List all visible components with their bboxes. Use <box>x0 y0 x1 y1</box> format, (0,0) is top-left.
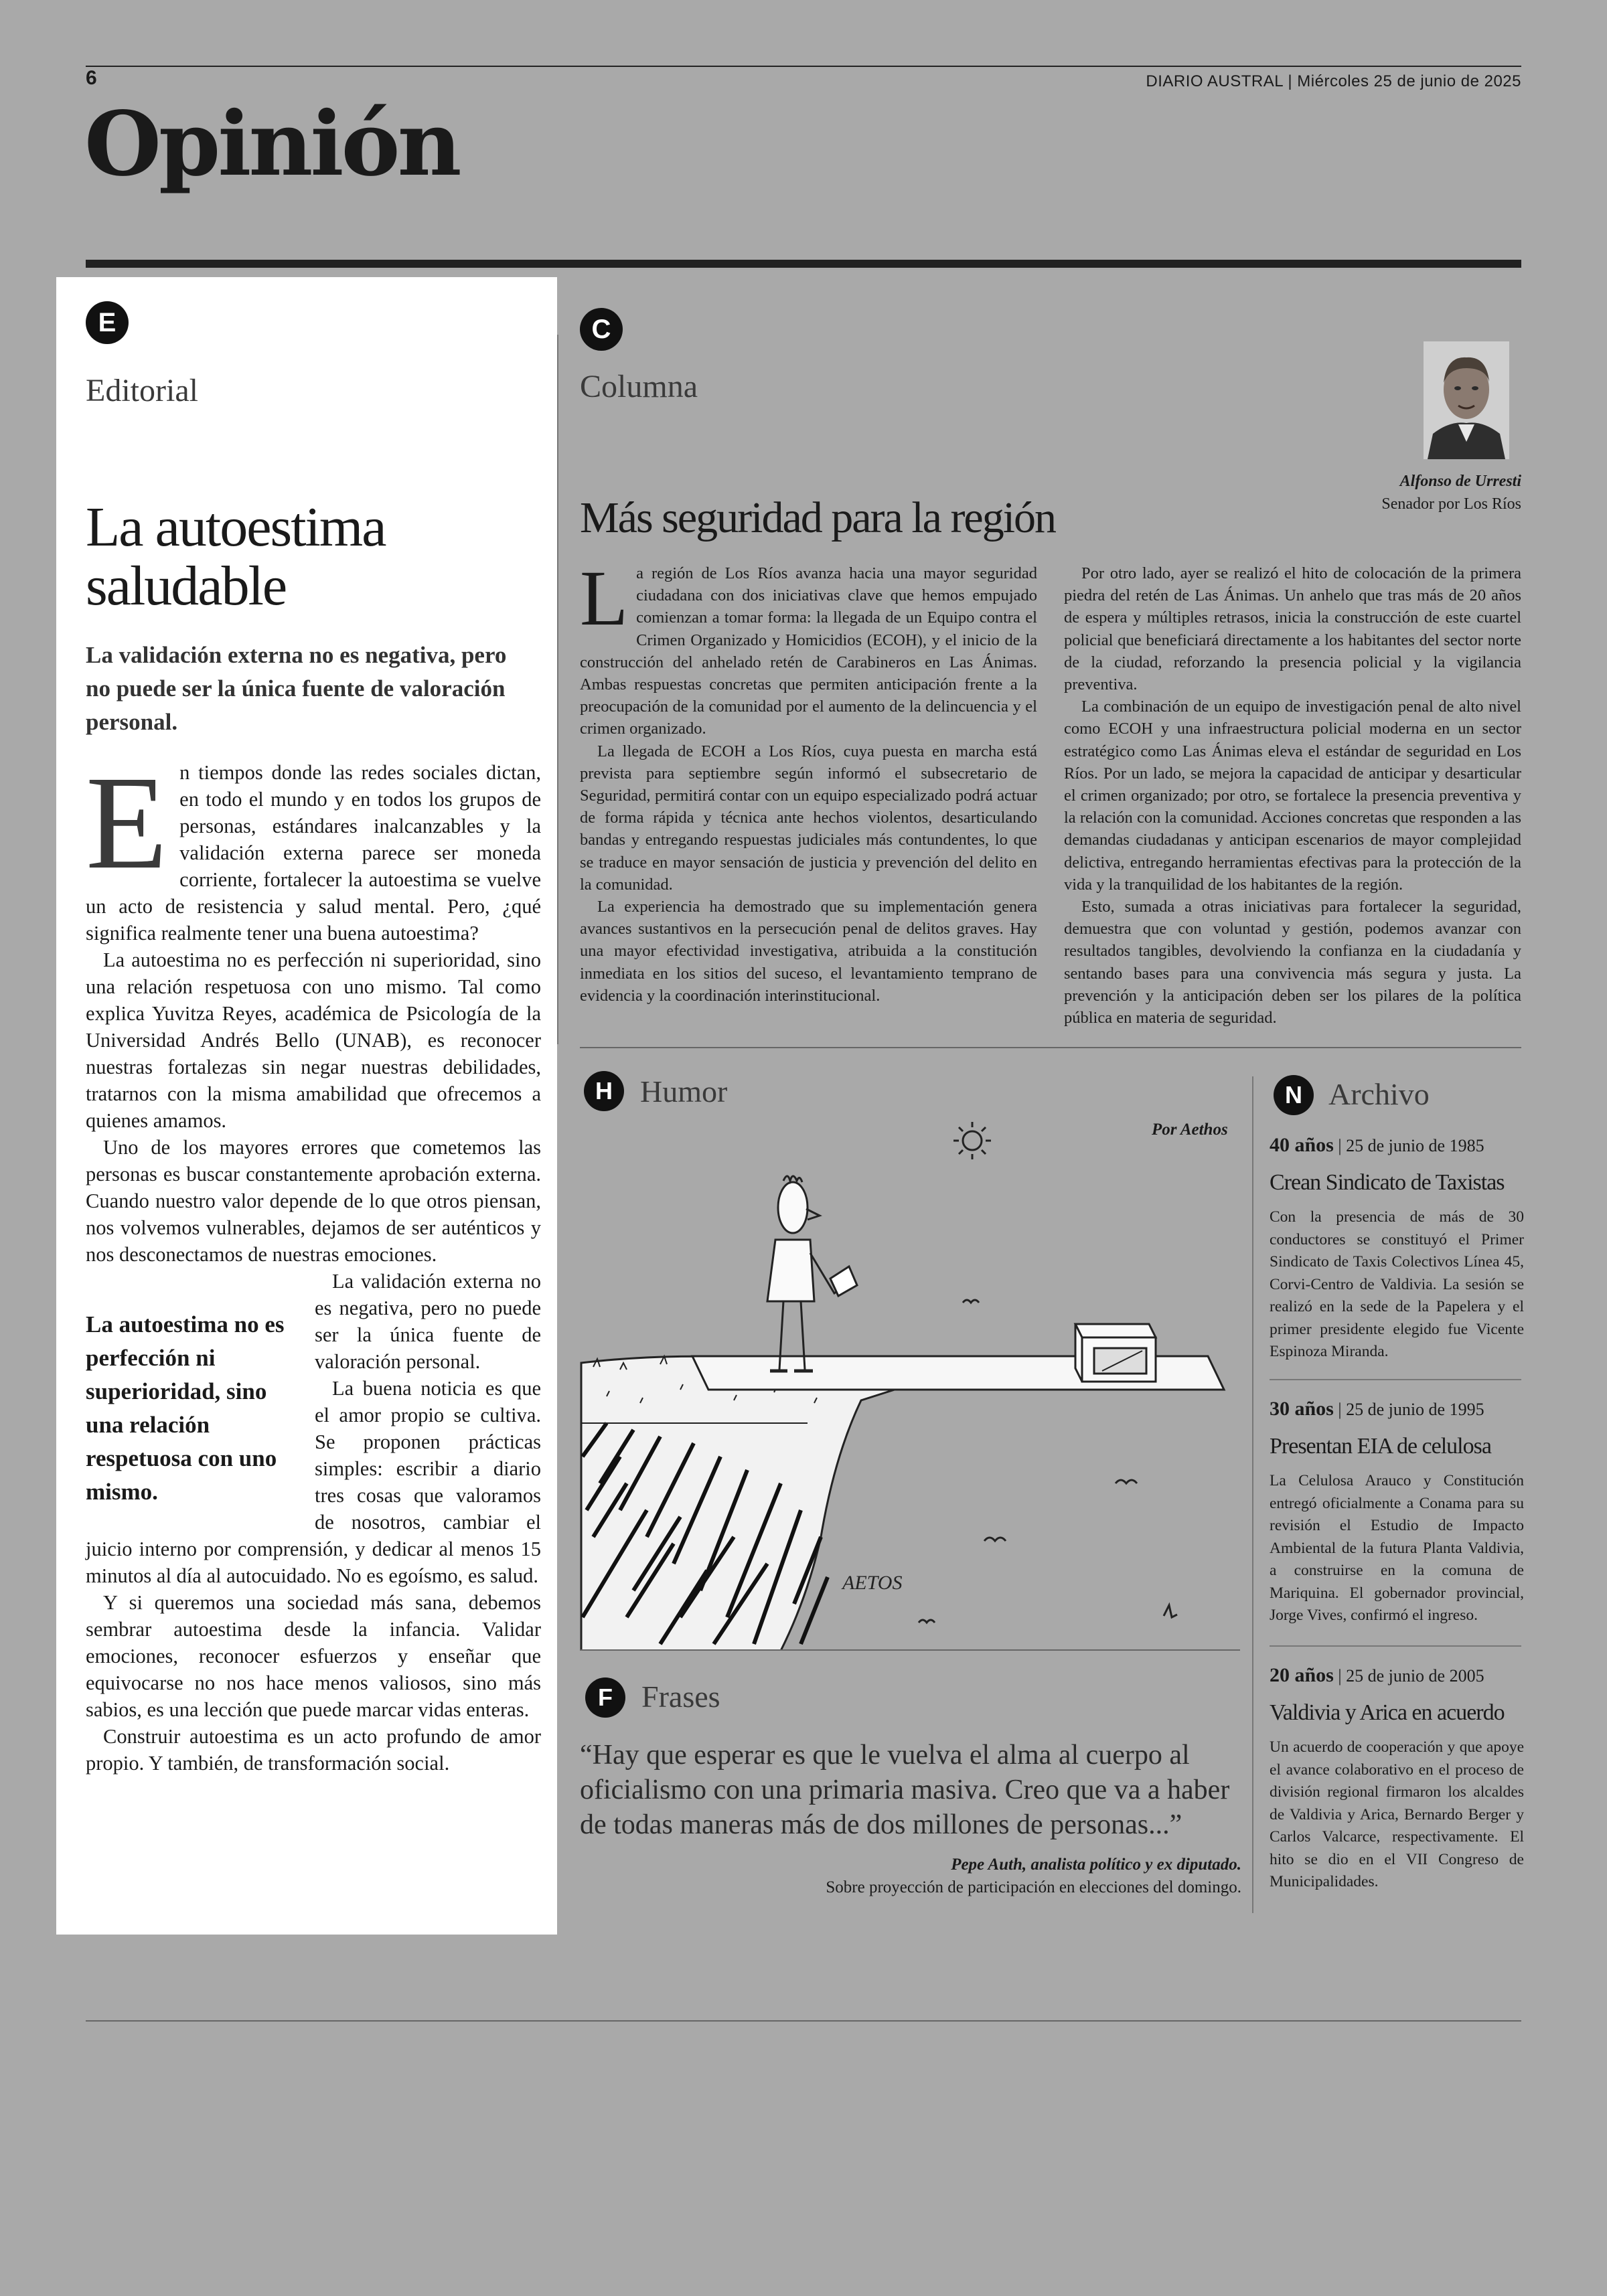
archivo-headline: Presentan EIA de celulosa <box>1270 1434 1491 1459</box>
column-body <box>580 554 1521 1031</box>
archivo-item <box>1270 1134 1524 1364</box>
editorial-lead: La validación externa no es negativa, pero no puede ser la única fuente de valoración personal. <box>86 642 507 735</box>
masthead: DIARIO AUSTRAL | Miércoles 25 de junio de 2025 <box>1146 72 1521 90</box>
archivo-text: La Celulosa Arauco y Constitución entregó oficialmente a Conama para su revisión el Estudio de Impacto Ambiental de la futura Planta Valdivia, a construirse en la comuna de Mariquina. El gobernador provincial, Jorge Vives, confirmó el ingreso. <box>1270 1472 1524 1624</box>
column-paragraph: La experiencia ha demostrado que su implementación genera avances sustantivos en la persecución penal de delitos graves. Hay una mayor efectividad investigativa, atribuida a la constitución inmediata en los sitios del suceso, el levantamiento temprano de evidencia y la coordinación interinstitucional. <box>580 898 1037 1005</box>
editorial-paragraph: n tiempos donde las redes sociales dictan, en todo el mundo y en todos los grupos de personas, estándares inalcanzables y la validación externa parece ser moneda corriente, fortalecer la autoestima se vuelve un acto de resistencia y salud mental. Pero, ¿qué significa realmente tener una buena autoestima? <box>86 761 541 945</box>
archivo-years: 30 años <box>1270 1398 1334 1420</box>
archivo-years: 40 años <box>1270 1134 1334 1156</box>
column-paragraph: La llegada de ECOH a Los Ríos, cuya puesta en marcha está prevista para septiembre según informó el subsecretario de Seguridad, permitirá contar con un equipo especializado podrá actuar de forma rápida y técnica ante hechos violentos, desarticulando bandas y entregando respuestas judiciales más contundentes, lo que se traduce en mayor sensación de justicia y prevención del delito en la comunidad. <box>580 742 1037 894</box>
editorial-badge: E <box>86 301 129 344</box>
editorial-paragraph: Y si queremos una sociedad más sana, debemos sembrar autoestima desde la infancia. Validar emociones, reconocer esfuerzos y enseñar que equivocarse no nos hace menos valiosos, sino más sabios, es una lección que puede marcar vidas enteras. <box>86 1591 541 1721</box>
editorial-title: La autoestima saludable <box>86 496 386 617</box>
archivo-badge: N <box>1274 1075 1314 1115</box>
editorial-paragraph: Uno de los mayores errores que cometemos las personas es buscar constantemente aprobación externa. Cuando nuestro valor depende de lo que otros piensan, nos volvemos vulnerables, dejamos de ser auténticos y nos desconectamos de nuestras emociones. <box>86 1136 541 1266</box>
archivo-date: | 25 de junio de 2005 <box>1338 1666 1484 1686</box>
frases-label: Frases <box>641 1679 720 1714</box>
editorial-paragraph: Construir autoestima es un acto profundo de amor propio. Y también, de transformación social. <box>86 1725 541 1775</box>
pullquote: La autoestima no es perfección ni superioridad, sino una relación respetuosa con uno mismo. <box>86 1311 285 1505</box>
archivo-text: Con la presencia de más de 30 conductores se constituyó el Primer Sindicato de Taxis Colectivos Línea 45, Corvi-Centro de Valdivia. La sesión se realizó en la sede de la Papelera y el primer presidente elegido fue Vicente Espinoza Miranda. <box>1270 1208 1524 1360</box>
archivo-label: Archivo <box>1328 1077 1430 1111</box>
column-label: Columna <box>580 369 698 404</box>
column-dropcap: L <box>580 554 629 642</box>
archivo-headline: Crean Sindicato de Taxistas <box>1270 1170 1505 1195</box>
frase-quote: “Hay que esperar es que le vuelva el alma al cuerpo al oficialismo con una primaria masiva. Creo que va a haber de todas maneras más de dos millones de personas...” <box>580 1740 1230 1840</box>
column-paragraph: a región de Los Ríos avanza hacia una mayor seguridad ciudadana con dos iniciativas clave que hemos empujado comienzan a tomar forma: la llegada de un Equipo contra el Crimen Organizado y Homicidios (ECOH), y el inicio de la construcción del anhelado retén de Carabineros en Las Ánimas. Ambas respuestas concretas que permiten anticipación frente a la preocupación de la comunidad por el aumento de la delincuencia y el crimen organizado. <box>580 564 1037 738</box>
page-number: 6 <box>86 67 97 89</box>
cartoon-signature: AETOS <box>842 1572 903 1594</box>
page-title: Opinión <box>84 92 459 196</box>
column-divider <box>557 335 558 1044</box>
frase-context: Sobre proyección de participación en elecciones del domingo. <box>826 1878 1241 1896</box>
editorial-paragraph: La autoestima no es perfección ni superioridad, sino una relación respetuosa con uno mismo. Tal como explica Yuvitza Reyes, académica de Psicología de la Universidad Andrés Bello (UNAB), es reconocer nuestras fortalezas sin negar nuestras debilidades, tratarnos con la misma amabilidad que ofrecemos a quienes amamos. <box>86 949 541 1132</box>
archivo-divider <box>1252 1076 1253 1913</box>
frase-attribution: Pepe Auth, analista político y ex diputado. <box>951 1856 1241 1874</box>
archivo-headline: Valdivia y Arica en acuerdo <box>1270 1700 1505 1725</box>
editorial-paragraph: La buena noticia es que el amor propio se cultiva. Se proponen prácticas simples: escribir a diario tres cosas que valoramos de nosotros, cambiar el juicio interno por comprensión, y dedicar al menos 15 minutos al día al autocuidado. No es egoísmo, es salud. <box>86 1377 541 1587</box>
humor-label: Humor <box>640 1074 728 1109</box>
frases-badge: F <box>585 1677 625 1718</box>
column-paragraph: La combinación de un equipo de investigación penal de alto nivel como ECOH y una infraestructura policial moderna en un sector estratégico como Las Ánimas eleva el estándar de seguridad en Los Ríos. Por un lado, se mejora la capacidad de anticipar y desarticular el crimen organizado; por otro, se fortalece la presencia preventiva y la relación con la comunidad. Acciones concretas que responden a las demandas ciudadanas y anticipan escenarios de mayor complejidad delictiva, entregando herramientas efectivas para la protección de la vida y la tranquilidad de los habitantes de la región. <box>1064 698 1521 894</box>
column-title: Más seguridad para la región <box>580 493 1056 542</box>
author-role: Senador por Los Ríos <box>1381 495 1521 513</box>
archivo-date: | 25 de junio de 1985 <box>1338 1136 1484 1155</box>
column-paragraph: Por otro lado, ayer se realizó el hito de colocación de la primera piedra del retén de Las Ánimas. Un anhelo que tras más de 20 años de espera y múltiples retrasos, inicia la construcción de este cuartel policial que beneficiará directamente a los habitantes del sector norte de la ciudad, reforzando la presencia policial y la vigilancia preventiva. <box>1064 564 1521 694</box>
column-paragraph: Esto, sumada a otras iniciativas para fortalecer la seguridad, demuestra que con voluntad y gestión, podemos avanzar con resultados tangibles, devolviendo la confianza en la ciudadanía y sentando bases para una convivencia más segura y justa. La prevención y la anticipación deben ser los pilares de la política pública en materia de seguridad. <box>1064 898 1521 1028</box>
archivo-date: | 25 de junio de 1995 <box>1338 1400 1484 1419</box>
top-rule <box>86 66 1521 67</box>
archivo-item <box>1270 1398 1524 1627</box>
archivo-item <box>1270 1664 1524 1894</box>
humor-bottom-rule <box>580 1649 1240 1651</box>
column-bottom-rule <box>580 1047 1521 1048</box>
archivo-years: 20 años <box>1270 1664 1334 1686</box>
editorial-paragraph: La validación externa no es negativa, pero no puede ser la única fuente de valoración personal. <box>315 1270 541 1373</box>
cartoon-credit: Por Aethos <box>1152 1121 1228 1139</box>
author-name: Alfonso de Urresti <box>1399 473 1521 490</box>
header-thick-rule <box>86 260 1521 268</box>
archivo-text: Un acuerdo de cooperación y que apoye el avance colaborativo en el proceso de división regional firmaron los alcaldes de Valdivia y Arica, Bernardo Berger y Carlos Valcarce, respectivamente. El hito se dio en el VII Congreso de Municipalidades. <box>1270 1738 1524 1890</box>
editorial-dropcap: E <box>86 749 168 897</box>
editorial-text <box>86 749 541 1777</box>
footer-rule <box>86 2020 1521 2022</box>
archivo-rule <box>1270 1379 1521 1380</box>
column-badge: C <box>580 308 623 351</box>
sun-icon <box>953 1122 991 1159</box>
humor-badge: H <box>584 1071 624 1111</box>
author-portrait <box>1424 341 1509 459</box>
humor-cartoon <box>580 1109 1239 1651</box>
editorial-label: Editorial <box>86 373 198 408</box>
archivo-rule <box>1270 1645 1521 1647</box>
